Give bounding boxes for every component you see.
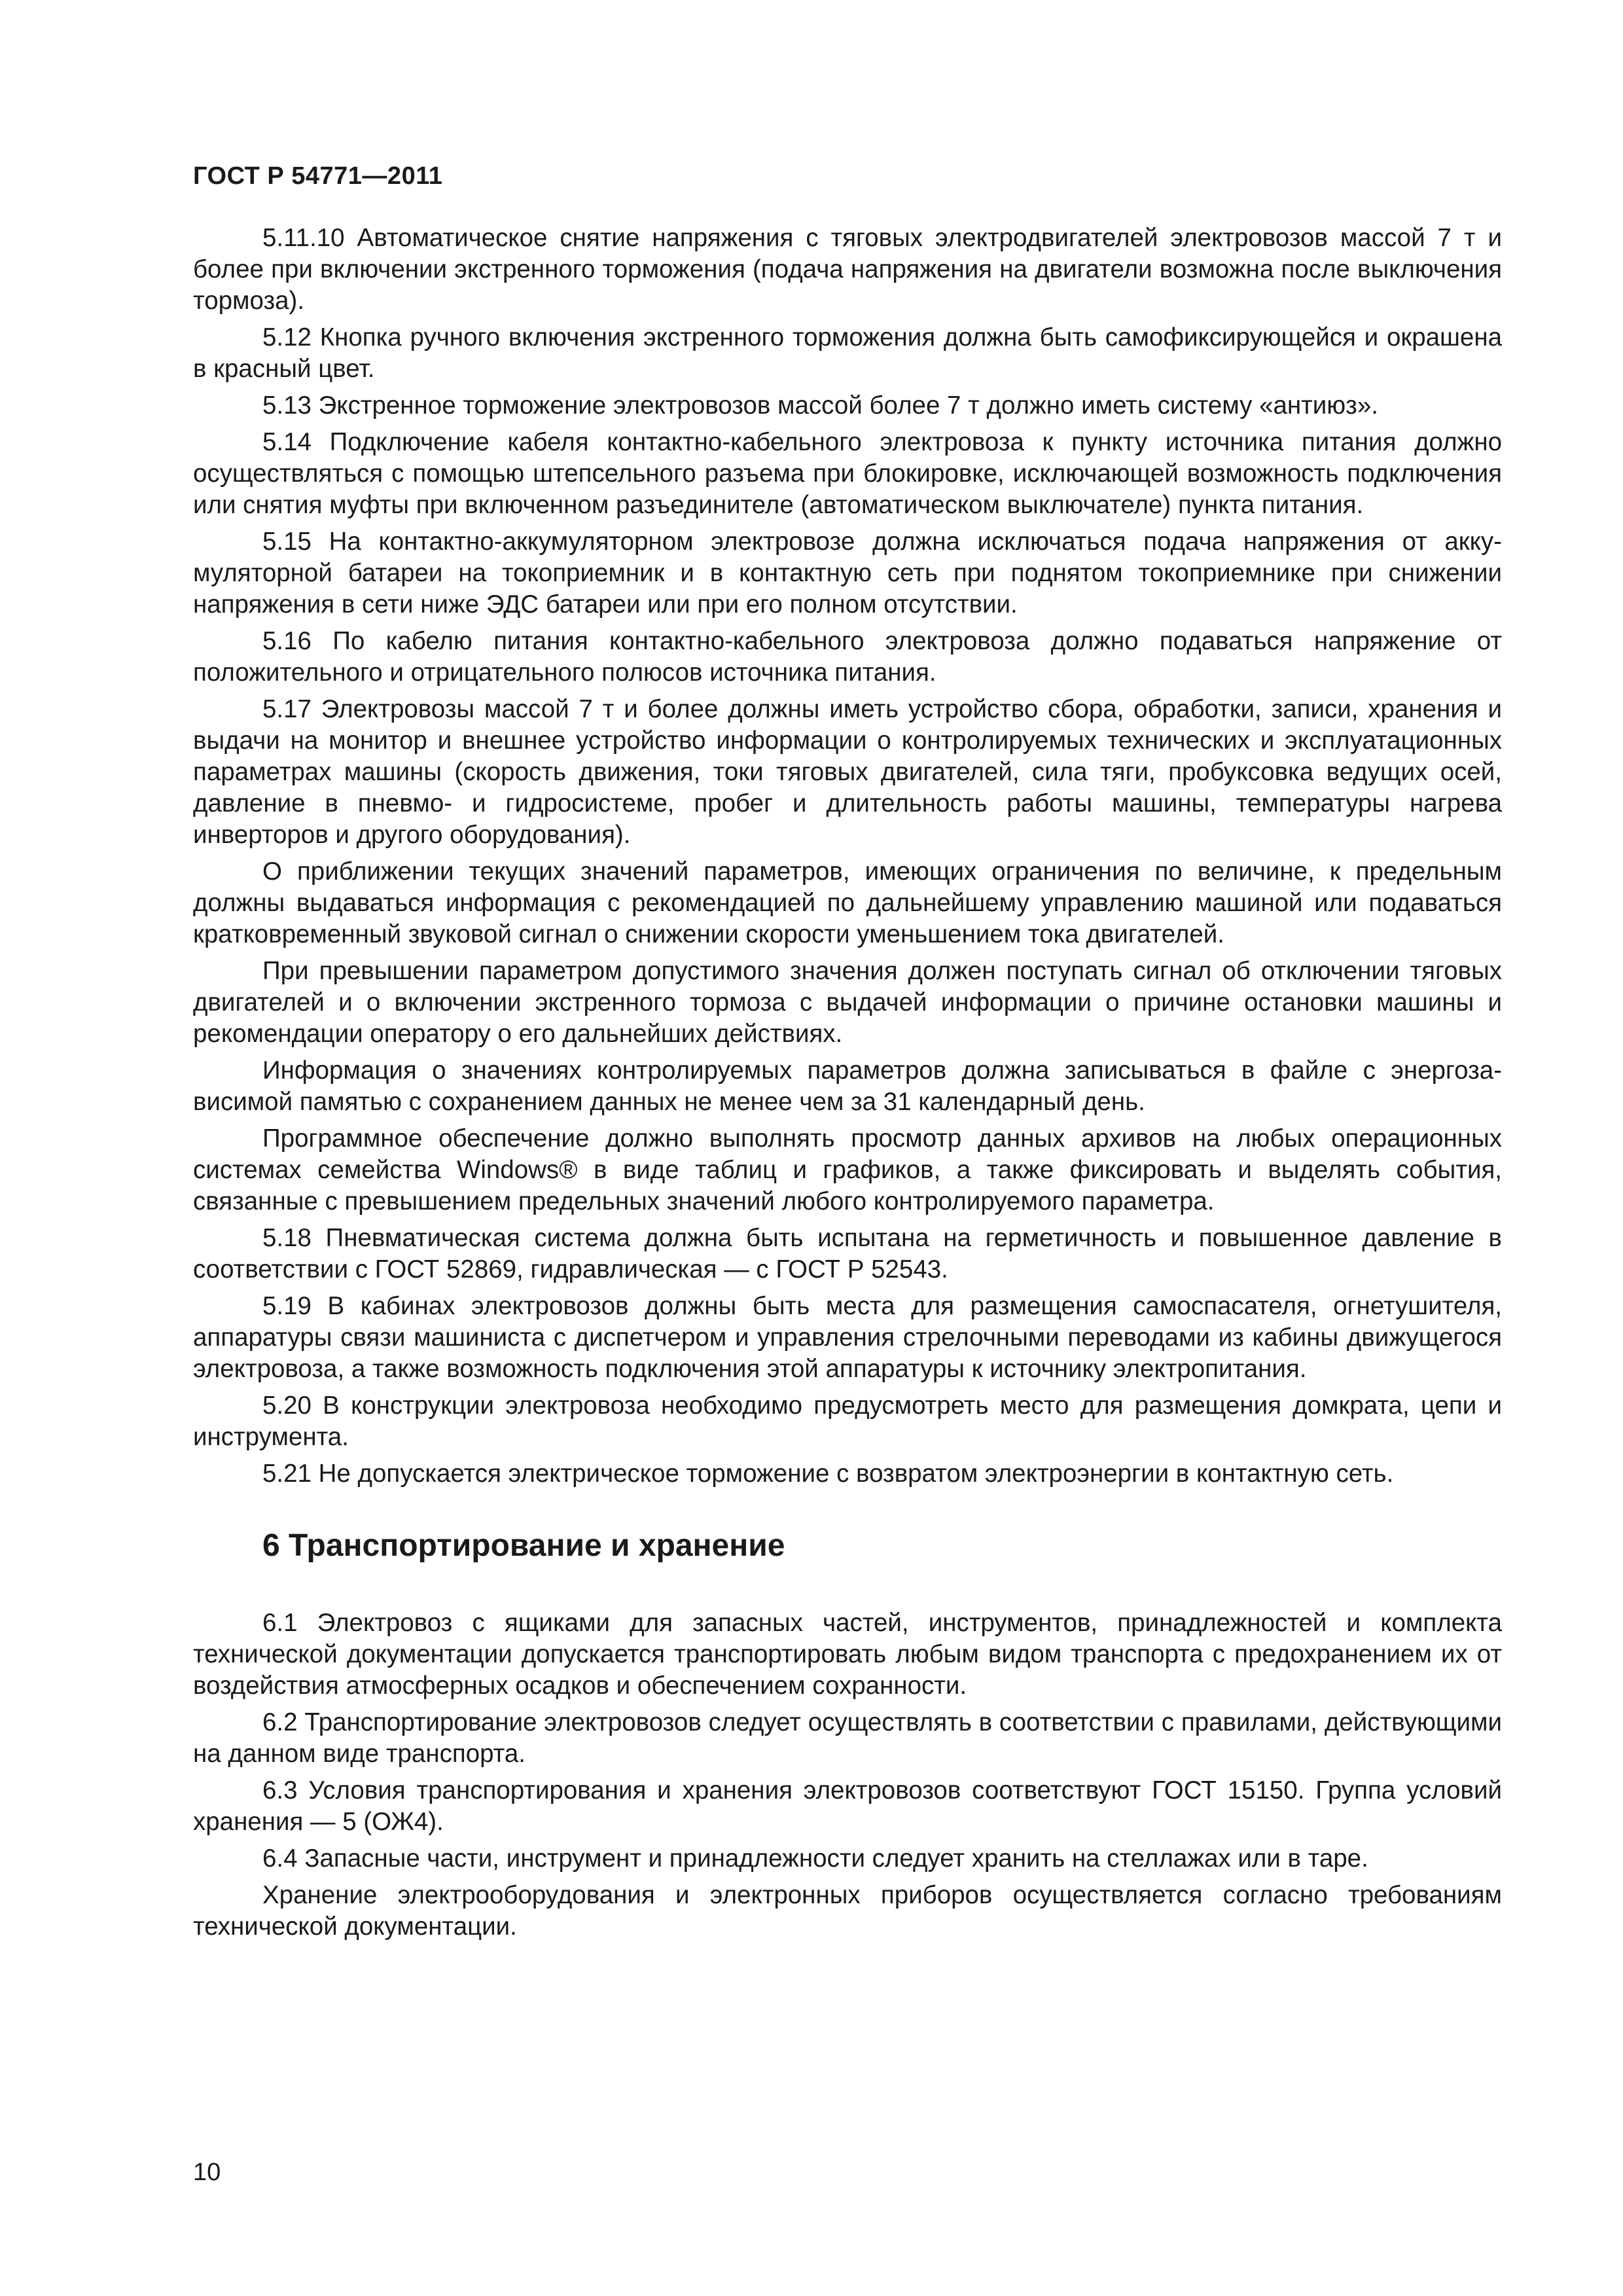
section-heading: 6 Транспортирование и хранение [262,1528,785,1563]
paragraph-5-17-limits: О приближении текущих значений параметров, имеющих ограничения по величине, к предельным должны выдаваться информация с рекомендацией по дальнейшему управлению машиной или подаваться кратковременный звуковой сигнал о снижении скорости уменьшением тока двигателей. [193,857,1502,948]
document-body [193,223,1502,1948]
document-code-header: ГОСТ Р 54771—2011 [193,162,443,190]
paragraph-5-17-storage: Информация о значениях контролируемых параметров должна записываться в файле с энергозависимой памятью с сохранением данных не менее чем за 31 календарный день. [193,1056,1502,1116]
paragraph-6-1: 6.1 Электровоз с ящиками для запасных частей, инструментов, принадлежностей и комплекта технической документации допускается транспортировать любым видом транспорта с предохранением их от воздействия атмосферных осадков и обеспечением сохранности. [193,1609,1502,1700]
paragraph-6-4-storage: Хранение электрооборудования и электронных приборов осуществляется согласно требованиям технической документации. [193,1881,1502,1941]
paragraph-5-17-exceed: При превышении параметром допустимого значения должен поступать сигнал об отключении тяговых двигателей и о включении экстренного тормоза с выдачей информации о причине остановки машины и рекомендации оператору о его дальнейших действиях. [193,957,1502,1048]
page-number: 10 [193,2159,221,2186]
paragraph-5-11-10: 5.11.10 Автоматическое снятие напряжения с тяговых электродвигателей электровозов массой 7 т и более при включении экстренного торможения (подача напряжения на двигатели возможна после выключения тормоза). [193,224,1502,315]
paragraph-5-17: 5.17 Электровозы массой 7 т и более должны иметь устройство сбора, обработки, записи, хранения и выдачи на монитор и внешнее устройство информации о контролируемых технических и эксплуатационных параметрах машины (скорость движения, токи тяговых двигателей, сила тяги, пробуксовка ведущих осей, давление в пневмо- и гидросистеме, пробег и длительность работы машины, температуры нагрева инверторов и другого оборудования). [193,695,1502,849]
paragraph-5-21: 5.21 Не допускается электрическое торможение с возвратом электроэнергии в контактную сеть. [262,1460,1394,1488]
paragraph-5-14: 5.14 Подключение кабеля контактно-кабельного электровоза к пункту источника питания должно осуществляться с помощью штепсельного разъема при блокировке, исключающей возможность подключения или снятия муфты при включенном разъединителе (автоматическом выключателе) пункта питания. [193,428,1502,519]
paragraph-6-4: 6.4 Запасные части, инструмент и принадлежности следует хранить на стеллажах или в таре. [262,1844,1368,1873]
paragraph-6-3: 6.3 Условия транспортирования и хранения электровозов соответствуют ГОСТ 15150. Группа условий хранения — 5 (ОЖ4). [193,1776,1502,1836]
paragraph-5-20: 5.20 В конструкции электровоза необходимо предусмотреть место для размещения домкрата, цепи и инструмента. [193,1391,1502,1451]
paragraph-5-15: 5.15 На контактно-аккумуляторном электровозе должна исключаться подача напряжения от аккумуляторной батареи на токоприемник и в контактную сеть при поднятом токоприемнике при снижении напряжения в сети ниже ЭДС батареи или при его полном отсутствии. [193,528,1502,619]
paragraph-6-2: 6.2 Транспортирование электровозов следует осуществлять в соответствии с правилами, действующими на данном виде транспорта. [193,1708,1502,1768]
paragraph-5-13: 5.13 Экстренное торможение электровозов массой более 7 т должно иметь систему «антиюз». [262,391,1378,420]
paragraph-5-17-software: Программное обеспечение должно выполнять просмотр данных архивов на любых операционных системах семейства Windows® в виде таблиц и графиков, а также фиксировать и выделять события, связанные с превышением предельных значений любого контролируемого параметра. [193,1124,1502,1215]
paragraph-5-16: 5.16 По кабелю питания контактно-кабельного электровоза должно подаваться напряжение от положительного и отрицательного полюсов источника питания. [193,627,1502,687]
paragraph-5-19: 5.19 В кабинах электровозов должны быть места для размещения самоспасателя, огнетушителя, аппаратуры связи машиниста с диспетчером и управления стрелочными переводами из кабины движущегося электровоза, а также возможность подключения этой аппаратуры к источнику электропитания. [193,1292,1502,1383]
paragraph-5-18: 5.18 Пневматическая система должна быть испытана на герметичность и повышенное давление в соответствии с ГОСТ 52869, гидравлическая — с ГОСТ Р 52543. [193,1224,1502,1283]
paragraph-5-12: 5.12 Кнопка ручного включения экстренного торможения должна быть самофиксирующейся и окрашена в красный цвет. [193,323,1502,383]
